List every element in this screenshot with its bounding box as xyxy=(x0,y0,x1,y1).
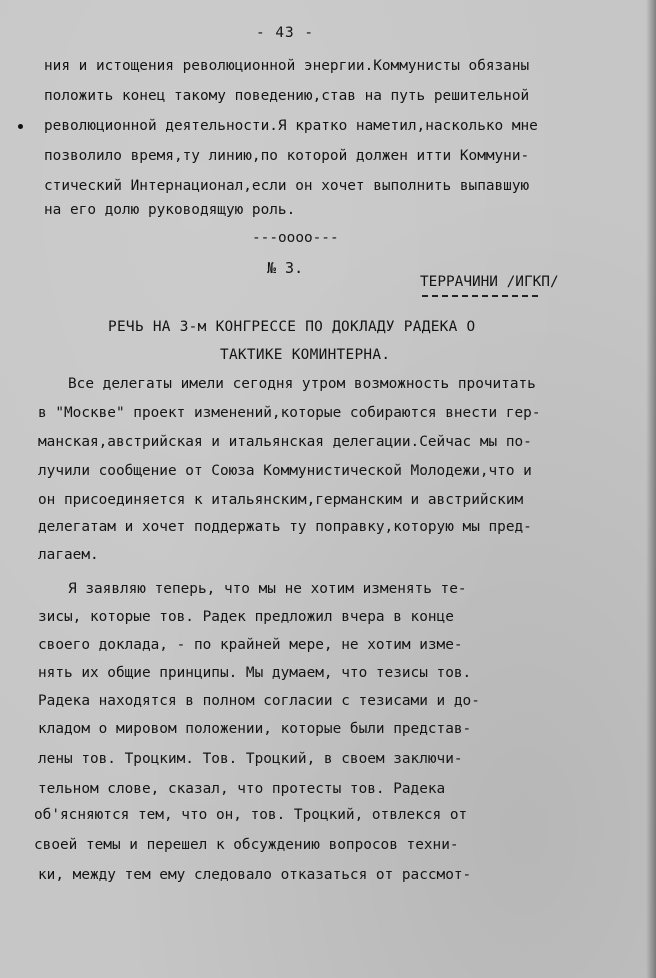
text-line: Все делегаты имели сегодня утром возможность прочитать xyxy=(68,376,536,392)
text-line: кладом о мировом положении, которые были представ- xyxy=(38,721,472,737)
text-line: об'ясняются тем, что он, тов. Троцкий, отвлекся от xyxy=(34,807,468,823)
text-line: на его долю руководящую роль. xyxy=(44,202,296,218)
text-line: делегатам и хочет поддержать ту поправку,которую мы пред- xyxy=(38,519,532,535)
document-title-line: ТАКТИКЕ КОМИНТЕРНА. xyxy=(220,347,391,363)
text-line: ки, между тем ему следовало отказаться от рассмот- xyxy=(38,867,472,883)
text-line: тельном слове, сказал, что протесты тов. Радека xyxy=(38,781,446,797)
text-line: зисы, которые тов. Радек предложил вчера в конце xyxy=(38,609,454,625)
text-line: позволило время,ту линию,по которой должен итти Коммуни- xyxy=(44,148,530,164)
section-separator: ---оооо--- xyxy=(252,230,339,246)
text-line: своей темы и перешел к обсуждению вопросов техни- xyxy=(34,837,459,853)
text-line: своего доклада, - по крайней мере, не хотим изме- xyxy=(38,637,463,653)
text-line: он присоединяется к итальянским,германским и австрийским xyxy=(38,492,524,508)
document-title-line: РЕЧЬ НА 3-м КОНГРЕССЕ ПО ДОКЛАДУ РАДЕКА О xyxy=(108,319,476,335)
document-author: ТЕРРАЧИНИ /ИГКП/ xyxy=(420,274,559,290)
text-line: революционной деятельности.Я кратко наметил,насколько мне xyxy=(44,118,538,134)
text-line: лагаем. xyxy=(38,547,99,563)
page-number: - 43 - xyxy=(256,25,314,41)
text-line: нять их общие принципы. Мы думаем, что тезисы тов. xyxy=(38,665,472,681)
text-line: манская,австрийская и итальянская делегации.Сейчас мы по- xyxy=(38,434,532,450)
text-line: положить конец такому поведению,став на путь решительной xyxy=(44,88,530,104)
author-underline xyxy=(422,295,538,297)
text-line: Радека находятся в полном согласии с тезисами и до- xyxy=(38,693,480,709)
page-edge-shadow xyxy=(646,0,656,978)
text-line: ния и истощения революционной энергии.Коммунисты обязаны xyxy=(44,58,530,74)
text-line: Я заявляю теперь, что мы не хотим изменять те- xyxy=(68,581,467,597)
text-line: лучили сообщение от Союза Коммунистической Молодежи,что и xyxy=(38,463,532,479)
text-line: лены тов. Троцким. Тов. Троцкий, в своем заключи- xyxy=(38,751,463,767)
text-line: стический Интернационал,если он хочет выполнить выпавшую xyxy=(44,178,530,194)
margin-mark xyxy=(18,124,23,129)
document-number: № 3. xyxy=(267,259,304,277)
text-line: в "Москве" проект изменений,которые собираются внести гер- xyxy=(38,405,541,421)
